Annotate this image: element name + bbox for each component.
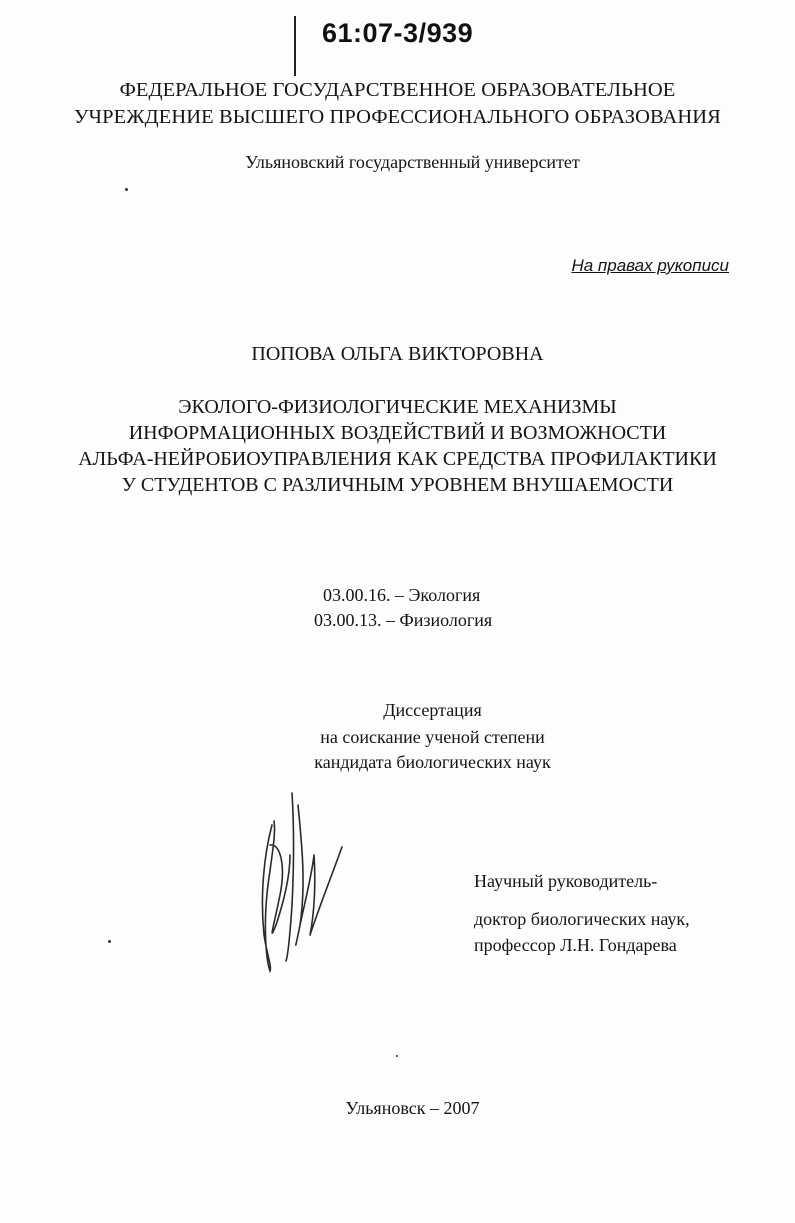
scan-speck <box>108 940 111 943</box>
supervisor-degree: доктор биологических наук, <box>474 909 690 929</box>
thesis-title-line-4: У СТУДЕНТОВ С РАЗЛИЧНЫМ УРОВНЕМ ВНУШАЕМОСТИ <box>121 474 674 496</box>
author-name: ПОПОВА ОЛЬГА ВИКТОРОВНА <box>251 343 544 365</box>
supervisor-label: Научный руководитель- <box>474 871 658 891</box>
university-name: Ульяновский государственный университет <box>245 152 580 172</box>
dissertation-degree-line: на соискание ученой степени <box>320 727 545 747</box>
specialty-ecology: 03.00.16. – Экология <box>323 585 481 605</box>
dissertation-degree-field: кандидата биологических наук <box>314 752 551 772</box>
thesis-title-line-1: ЭКОЛОГО-ФИЗИОЛОГИЧЕСКИЕ МЕХАНИЗМЫ <box>178 396 617 418</box>
signature <box>250 785 360 980</box>
supervisor-name: профессор Л.Н. Гондарева <box>474 935 677 955</box>
archive-stamp-code: 61:07-3/939 <box>322 18 474 48</box>
scan-speck <box>125 188 128 191</box>
thesis-title-line-3: АЛЬФА-НЕЙРОБИОУПРАВЛЕНИЯ КАК СРЕДСТВА ПРОФИЛАКТИКИ <box>78 448 717 470</box>
dissertation-label: Диссертация <box>383 700 482 720</box>
scan-speck <box>396 1055 398 1057</box>
rights-note: На правах рукописи <box>571 256 729 275</box>
stamp-divider <box>294 16 296 76</box>
thesis-title-line-2: ИНФОРМАЦИОННЫХ ВОЗДЕЙСТВИЙ И ВОЗМОЖНОСТИ <box>128 422 667 444</box>
institution-line-2: УЧРЕЖДЕНИЕ ВЫСШЕГО ПРОФЕССИОНАЛЬНОГО ОБРАЗОВАНИЯ <box>74 106 721 128</box>
place-year: Ульяновск – 2007 <box>345 1098 480 1118</box>
specialty-physiology: 03.00.13. – Физиология <box>314 610 493 630</box>
institution-line-1: ФЕДЕРАЛЬНОЕ ГОСУДАРСТВЕННОЕ ОБРАЗОВАТЕЛЬНОЕ <box>119 79 676 101</box>
